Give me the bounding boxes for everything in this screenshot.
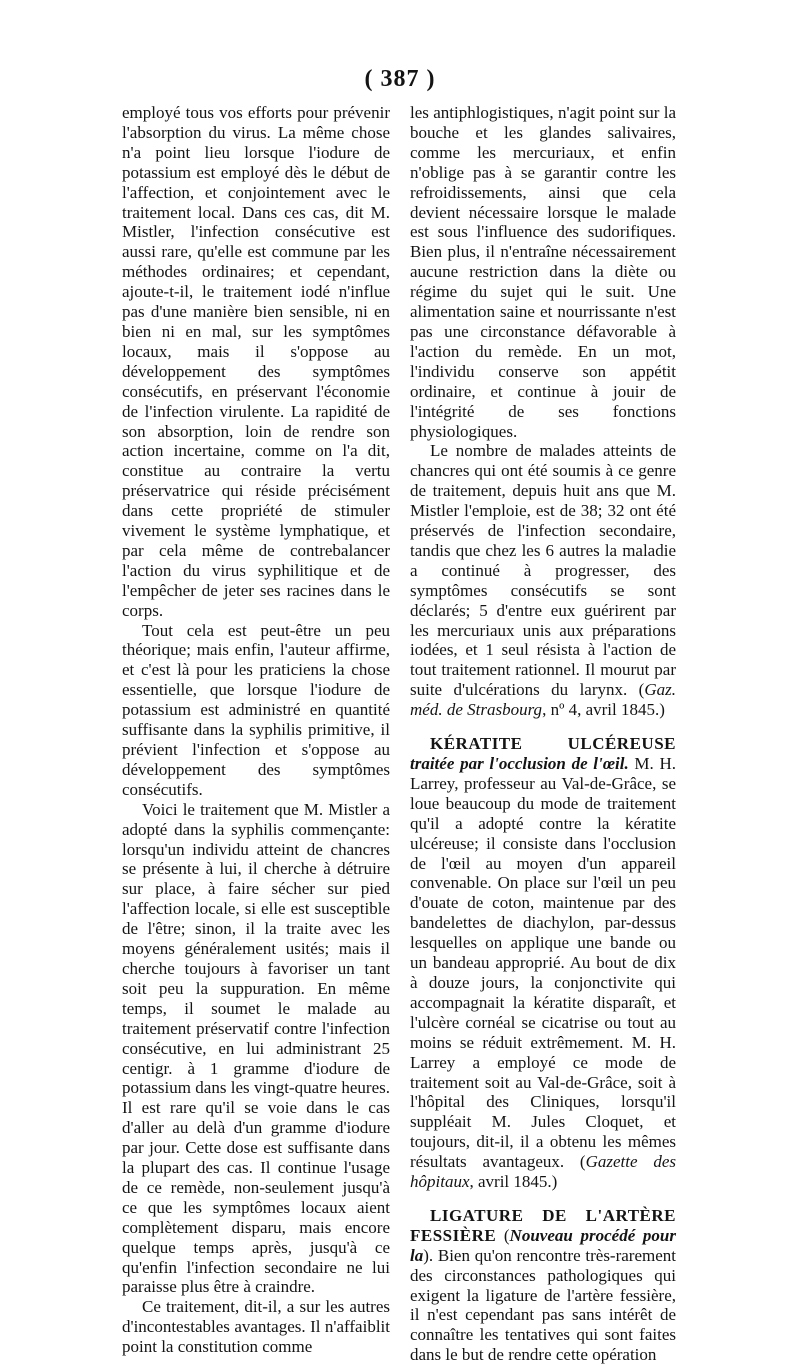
citation-date: , avril 1845.) [469, 1172, 558, 1192]
article-body: Bien qu'on rencontre très-rarement des circonstances pathologiques qui exigent la ligature de l'artère fessière, il n'est cependant pas sans intérêt de connaître les tentatives qui sont faites dans le but de rendre cette opération [410, 1245, 676, 1365]
page-number: ( 387 ) [364, 66, 436, 92]
paragraph: Tout cela est peut-être un peu théorique; mais enfin, l'auteur affirme, et c'est là pour les praticiens la chose essentielle, que lorsque l'iodure de potassium est administré en quantité suffisante dans la syphilis primitive, il prévient l'infection et s'oppose au développement des symptômes consécutifs. [122, 620, 390, 799]
article-keratite [410, 734, 676, 1192]
paragraph: Voici le traitement que M. Mistler a adopté dans la syphilis commençante: lorsqu'un individu atteint de chancres se présente à lui, il cherche à détruire sur place, à faire sécher sur pied l'affection locale, si elle est susceptible de l'être; sinon, il la traite avec les moyens généralement usités; mais il cherche toujours à favoriser un tant soit peu la suppuration. En même temps, il soumet le malade au traitement préservatif contre l'infection consécutive, en lui administrant 25 centigr. à 1 gramme d'iodure de potassium dans les vingt-quatre heures. Il est rare qu'il se voie dans le cas d'aller au delà d'un gramme d'iodure par jour. Cette dose est suffisante dans la plupart des cas. Il continue l'usage de ce remède, non-seulement jusqu'à ce que les symptômes locaux aient complètement disparu, mais encore quelque temps après, jusqu'à ce qu'enfin l'infection secondaire ne lui paraisse plus être à craindre. [122, 799, 390, 1297]
article-heading: LIGATURE DE L'ARTÈRE FESSIÈRE [410, 1205, 676, 1245]
article-subheading: traitée par l'occlusion de l'œil. [410, 754, 629, 773]
left-column [122, 103, 390, 1357]
paragraph [410, 441, 676, 720]
paragraph: Ce traitement, dit-il, a sur les autres d'incontestables avantages. Il n'affaiblit point la constitution comme [122, 1297, 390, 1357]
heading-paren-close: ). [423, 1245, 434, 1265]
article-heading: KÉRATITE ULCÉREUSE [430, 734, 676, 754]
paragraph: employé tous vos efforts pour prévenir l'absorption du virus. La même chose n'a point lieu lorsque l'iodure de potassium est employé dès le début de l'affection, et conjointement avec le traitement local. Dans ces cas, dit M. Mistler, l'infection consécutive est aussi rare, qu'elle est commune par les méthodes ordinaires; et cependant, ajoute-t-il, le traitement iodé n'influe pas d'une manière bien sensible, ni en bien ni en mal, sur les symptômes locaux, mais il s'oppose au développement des symptômes consécutifs, en préservant l'économie de l'infection virulente. La rapidité de son absorption, loin de rendre son action incertaine, comme on l'a dit, constitue au contraire la vertu préservatrice qui réside précisément dans cette propriété de stimuler vivement le système lymphatique, et par cela même de contrebalancer l'action du virus syphilitique et de l'empêcher de jeter ses racines dans le corps. [122, 103, 390, 620]
article-ligature [410, 1206, 676, 1365]
citation: Gaz. méd. de Strasbourg [410, 680, 676, 720]
paragraph: les antiphlogistiques, n'agit point sur la bouche et les glandes salivaires, comme les mercuriaux, et enfin n'oblige pas à se garantir contre les refroidissements, ainsi que cela devient nécessaire lorsque le malade est sous l'influence des sudorifiques. Bien plus, il n'entraîne nécessairement aucune restriction dans la diète ou régime du sujet qui le suit. Une alimentation saine et nourrissante n'est pas une circonstance défavorable à l'action du remède. En un mot, l'individu conserve son appétit ordinaire, et continue à jouir de l'intégrité de ses fonctions physiologiques. [410, 103, 676, 441]
citation: Gazette des hôpitaux [410, 1152, 676, 1192]
citation-date: , nº 4, avril 1845.) [542, 700, 665, 720]
heading-paren-open: ( [496, 1225, 510, 1245]
right-column [410, 103, 676, 1365]
article-subheading: Nouveau procédé pour la [410, 1225, 676, 1265]
article-body: M. H. Larrey, professeur au Val-de-Grâce, se loue beaucoup du mode de traitement qu'il a adopté contre la kératite ulcéreuse; il consiste dans l'occlusion de l'œil au moyen d'un appareil convenable. On place sur l'œil un peu d'ouate de coton, maintenue par des bandelettes de diachylon, par-dessus lesquelles on applique une bande ou un bandeau approprié. Au bout de dix à douze jours, la conjonctivite qui accompagnait la kératite disparaît, et l'ulcère cornéal se cicatrise ou tout au moins se réduit extrêmement. M. H. Larrey a employé ce mode de traitement soit au Val-de-Grâce, soit à l'hôpital des Cliniques, lorsqu'il suppléait M. Jules Cloquet, et toujours, dit-il, il a obtenu les mêmes résultats avantageux. ( [410, 754, 676, 1172]
paragraph-text: Le nombre de malades atteints de chancres qui ont été soumis à ce genre de traitement, depuis huit ans que M. Mistler l'emploie, est de 38; 32 ont été préservés de l'infection secondaire, tandis que chez les 6 autres la maladie a continué à progresser, des symptômes consécutifs se sont déclarés; 5 d'entre eux guérirent par les mercuriaux unis aux préparations iodées, et 1 seul résista à l'action de tout traitement rationnel. Il mourut par suite d'ulcérations du larynx. ( [410, 441, 676, 700]
